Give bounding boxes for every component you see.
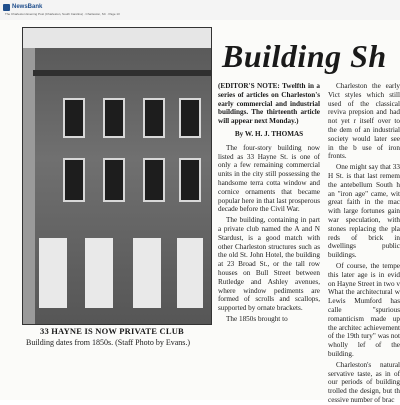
- article-paragraph: Charleston's natural servative taste, as in of our periods of building trolled the design, but th cessive number of brac: [328, 360, 400, 404]
- article-column-1: [218, 82, 320, 384]
- photo-storefront-bay: [39, 238, 67, 308]
- brand-name: NewsBank: [12, 4, 43, 10]
- photo-storefront-bay: [85, 238, 113, 308]
- photo-storefront-bay: [177, 238, 203, 308]
- photo-window: [63, 98, 85, 138]
- photo-sky: [23, 28, 211, 48]
- photo-window: [143, 98, 165, 138]
- photo-window: [103, 158, 125, 202]
- article-paragraph: One might say that 33 H St. is that last remem the antebellum South h an "iron age" came, wit great faith in the mac with large fortunes gain war speculation, with stones replacing the pla reds of brick in dwellings public buildings.: [328, 163, 400, 260]
- article-headline: Building Sh: [222, 38, 387, 74]
- newsbank-logo[interactable]: [3, 3, 42, 11]
- photo-caption-title: 33 HAYNE IS NOW PRIVATE CLUB: [40, 326, 184, 336]
- photo-window: [63, 158, 85, 202]
- article-paragraph: Of course, the tempe this later age is in evid on Hayne Street in two v What the architectural w Lewis Mumford has calle "spurious romanticism made up the architec achievement of the 19th tury" was not wholly lef of the building.: [328, 261, 400, 358]
- article-column-2: [328, 82, 400, 404]
- editors-note: (EDITOR'S NOTE: Twelfth in a series of articles on Charleston's early commercial and industrial buildings. The thirteenth article will appear next Monday.): [218, 82, 320, 126]
- article-paragraph: The 1850s brought to: [226, 314, 288, 323]
- photo-caption-body: Building dates from 1850s. (Staff Photo by Evans.): [26, 338, 191, 347]
- photo-window: [179, 98, 201, 138]
- viewer-toolbar: [0, 0, 400, 21]
- article-paragraph: The four-story building now listed as 33 Hayne St. is one of only a few remaining commercial units in the city still possessing the handsome terra cotta window and cornice ornaments that became popular here in that last prosperous decade before the Civil War.: [218, 143, 320, 214]
- photo-window: [103, 98, 125, 138]
- newsbank-logo-icon: [3, 4, 10, 11]
- photo-storefront-bay: [133, 238, 161, 308]
- article-paragraph: The building, containing in part a private club named the A and N Stardust, is a good match with other Charleston structures such as the old St. John Hotel, the building at 23 Broad St., or the tall row houses on Bull Street between Rutledge and Ashley avenues, where window pediments are formed of scrolls and scallops, supported by ornate brackets.: [218, 216, 320, 313]
- citation-text: The Charleston Evening Post (Charleston, South Carolina) · Charleston, SC · Page 13: [5, 12, 120, 16]
- byline: By W. H. J. THOMAS: [234, 129, 304, 138]
- photo-window: [143, 158, 165, 202]
- photo-adjacent-wall: [23, 48, 35, 324]
- photo-window: [179, 158, 201, 202]
- photo-cornice: [33, 70, 211, 76]
- building-photo: [22, 27, 212, 325]
- article-paragraph: Charleston the early Vict styles which still used of the classical reviva prepsion and had not yet r itself over to the dem of an industrial society would later see in the b use of iron fronts.: [328, 82, 400, 161]
